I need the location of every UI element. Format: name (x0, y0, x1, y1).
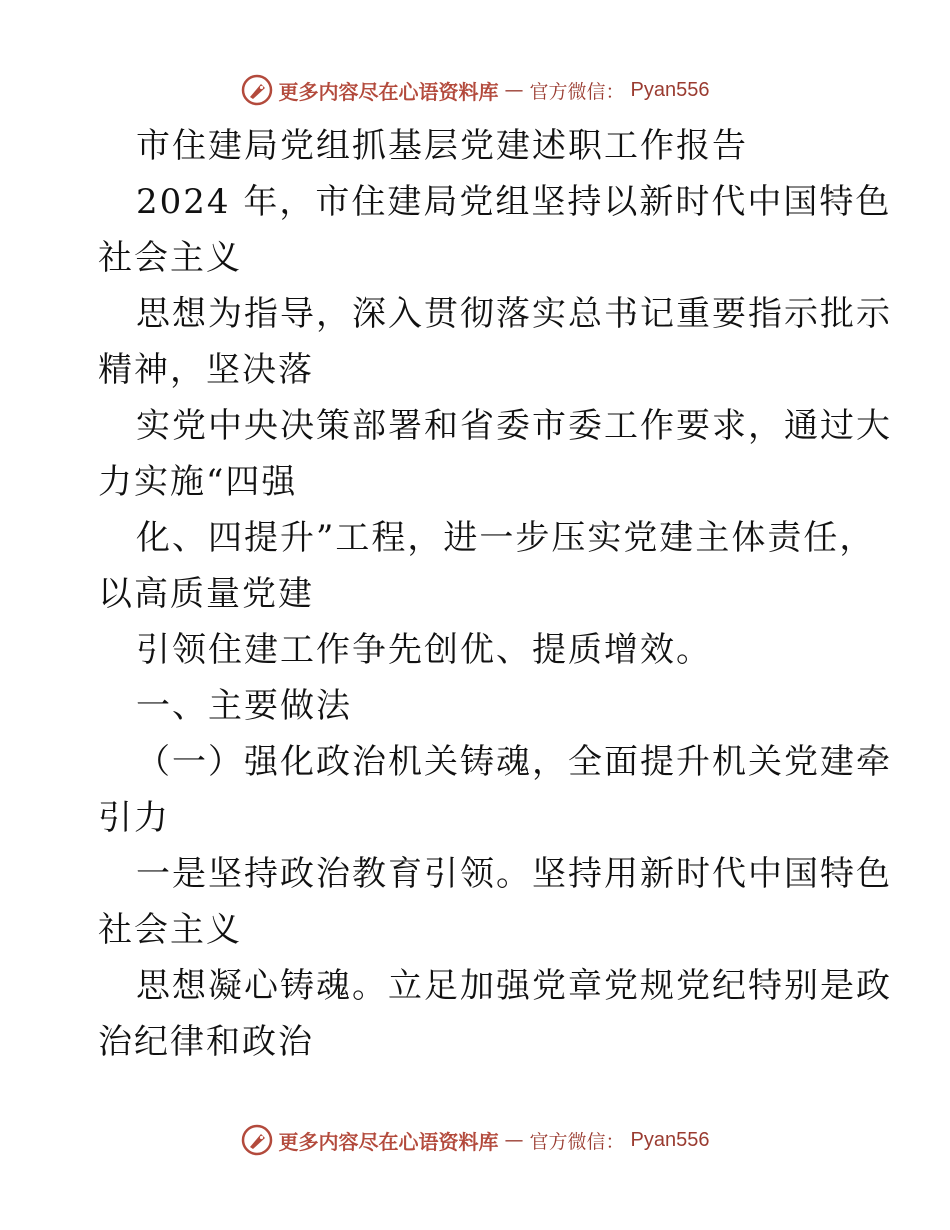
watermark-wechat-id: Pyan556 (630, 1128, 710, 1151)
watermark-main-text: 更多内容尽在心语资料库 (278, 79, 499, 104)
doc-line: 以高质量党建 (98, 574, 314, 614)
watermark-header (0, 70, 950, 110)
watermark-sub-text: 官方微信： (529, 1130, 625, 1153)
subsection-heading: （一）强化政治机关铸魂，全面提升机关党建牵 (136, 742, 892, 782)
watermark-footer (0, 1120, 950, 1160)
doc-line: 思想凝心铸魂。立足加强党章党规党纪特别是政 (136, 966, 892, 1006)
watermark-main-text: 更多内容尽在心语资料库 (278, 1129, 499, 1154)
doc-line: 力实施“四强 (98, 462, 298, 502)
doc-line: 社会主义 (98, 910, 242, 950)
doc-line: 精神，坚决落 (98, 350, 314, 390)
section-heading: 一、主要做法 (136, 686, 352, 726)
doc-line: 实党中央决策部署和省委市委工作要求，通过大 (136, 406, 892, 446)
pen-nib-icon (241, 74, 273, 106)
doc-line: 2024 年，市住建局党组坚持以新时代中国特色 (136, 182, 892, 222)
doc-line: 思想为指导，深入贯彻落实总书记重要指示批示 (136, 294, 892, 334)
doc-line: 引力 (98, 798, 170, 838)
watermark-sub-text: 官方微信： (529, 80, 625, 103)
doc-title: 市住建局党组抓基层党建述职工作报告 (136, 126, 748, 166)
pen-nib-icon (241, 1124, 273, 1156)
doc-line: 化、四提升”工程，进一步压实党建主体责任， (136, 518, 876, 558)
document-body (98, 118, 892, 1070)
watermark-dash: — (504, 79, 524, 101)
watermark-dash: — (504, 1129, 524, 1151)
doc-line: 社会主义 (98, 238, 242, 278)
watermark-wechat-id: Pyan556 (630, 78, 710, 101)
doc-line: 一是坚持政治教育引领。坚持用新时代中国特色 (136, 854, 892, 894)
doc-line: 治纪律和政治 (98, 1022, 314, 1062)
doc-line: 引领住建工作争先创优、提质增效。 (136, 630, 712, 670)
